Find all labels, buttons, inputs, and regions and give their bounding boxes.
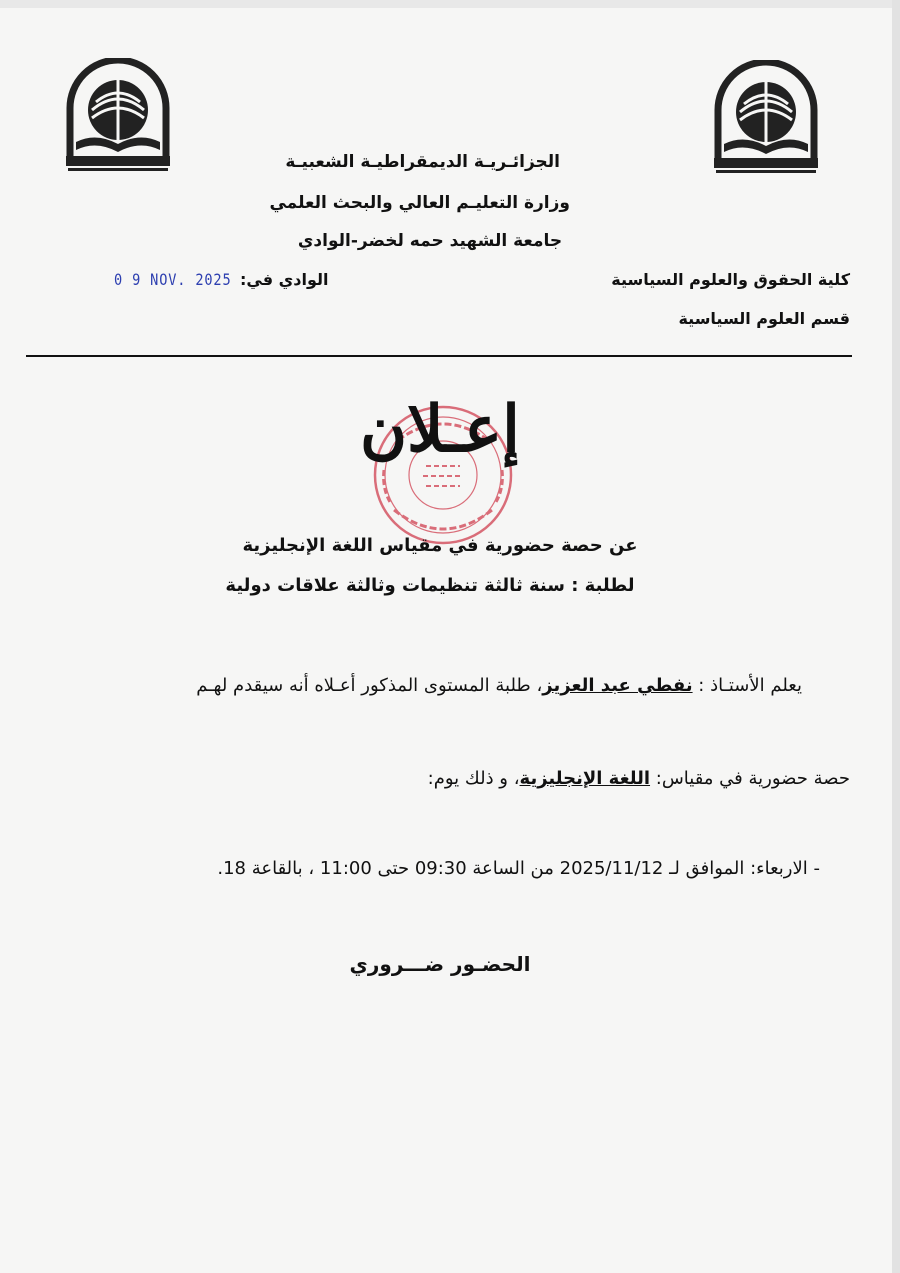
subject-suffix: ، و ذلك يوم: xyxy=(427,768,520,789)
announcement-title: إعـلان xyxy=(360,392,520,467)
header-divider xyxy=(26,355,852,357)
country-name: الجزائـريـة الديمقراطيـة الشعبيـة xyxy=(285,152,560,172)
ministry-name: وزارة التعليـم العالي والبحث العلمي xyxy=(269,193,570,213)
department-name: قسم العلوم السياسية xyxy=(678,309,850,328)
scan-edge-top xyxy=(0,0,900,8)
faculty-name: كلية الحقوق والعلوم السياسية xyxy=(611,270,850,289)
scan-edge-right xyxy=(892,0,900,1273)
teacher-notice-suffix: ، طلبة المستوى المذكور أعـلاه أنه سيقدم لهـم xyxy=(196,675,543,696)
schedule-line: - الاربعاء: الموافق لـ 2025/11/12 من الساعة 09:30 حتى 11:00 ، بالقاعة 18. xyxy=(217,858,820,879)
attendance-note: الحضـور ضـــروري xyxy=(349,952,531,976)
subject-name: اللغة الإنجليزية xyxy=(519,768,651,789)
session-topic: عن حصة حضورية في مقياس اللغة الإنجليزية xyxy=(242,535,638,556)
date-stamp: 0 9 NOV. 2025 xyxy=(114,270,232,289)
university-logo-right xyxy=(710,60,822,180)
subject-line xyxy=(428,768,850,789)
teacher-notice-prefix: يعلم الأستـاذ : xyxy=(692,675,802,696)
university-logo-left xyxy=(62,58,174,178)
teacher-notice-line xyxy=(196,675,802,696)
target-students: لطلبة : سنة ثالثة تنظيمات وثالثة علاقات دولية xyxy=(225,575,635,596)
teacher-name: نفطي عبد العزيز xyxy=(542,675,693,696)
university-name: جامعة الشهيد حمه لخضر-الوادي xyxy=(297,231,563,251)
subject-prefix: حصة حضورية في مقياس: xyxy=(650,768,850,789)
place-date-label: الوادي في: xyxy=(240,270,329,289)
